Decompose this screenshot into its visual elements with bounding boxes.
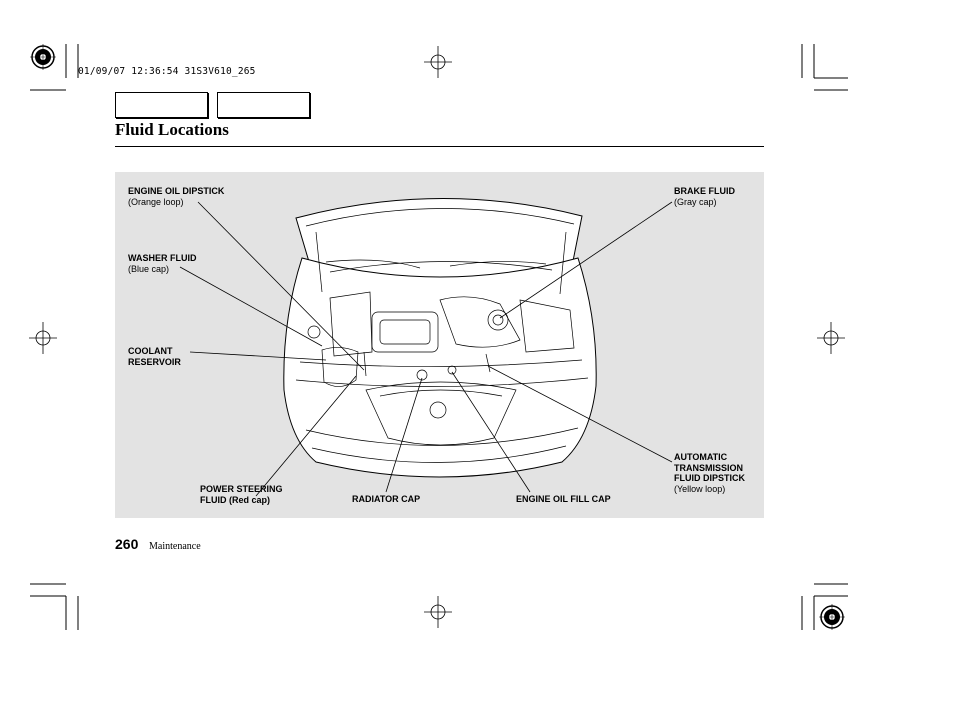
- section-name: Maintenance: [149, 541, 201, 552]
- label-washer-fluid: WASHER FLUID (Blue cap): [128, 253, 197, 274]
- page-number: 260: [115, 536, 139, 552]
- label-radiator-cap: RADIATOR CAP: [352, 494, 421, 504]
- label-engine-oil-fill-cap: ENGINE OIL FILL CAP: [516, 494, 611, 504]
- label-brake-fluid: BRAKE FLUID (Gray cap): [674, 186, 735, 207]
- label-engine-oil-dipstick: ENGINE OIL DIPSTICK (Orange loop): [128, 186, 225, 207]
- print-slug: 01/09/07 12:36:54 31S3V610_265: [78, 66, 256, 77]
- label-power-steering-fluid: POWER STEERING FLUID (Red cap): [200, 484, 283, 505]
- label-coolant-reservoir: COOLANT RESERVOIR: [128, 346, 181, 367]
- label-atf-dipstick: AUTOMATIC TRANSMISSION FLUID DIPSTICK (Yellow loop): [674, 452, 745, 494]
- page-title: Fluid Locations: [115, 120, 229, 139]
